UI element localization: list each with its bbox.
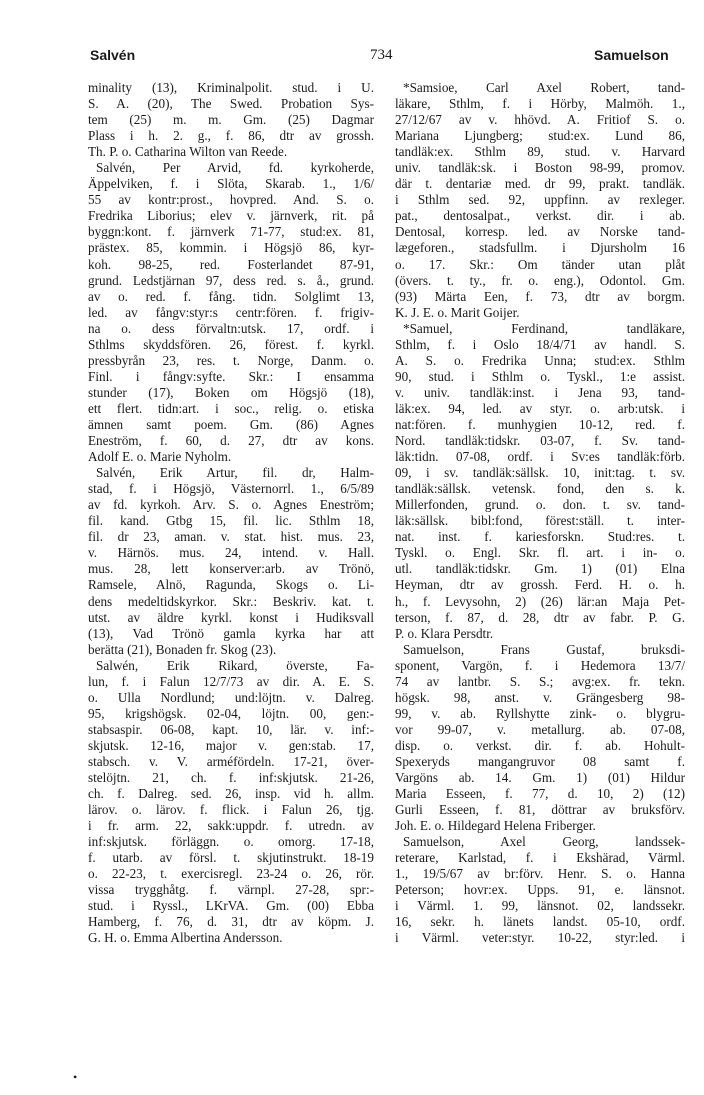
text-line: Ramsele, Alnö, Ragunda, Skogs o. Li- <box>88 577 374 593</box>
text-line: Th. P. o. Catharina Wilton van Reede. <box>88 144 288 160</box>
text-line: univ. tandläk:sk. i Boston 98-99, promov. <box>395 160 685 176</box>
text-line: Adolf E. o. Marie Nyholm. <box>88 449 232 465</box>
text-line: läkare, Sthlm, f. i Hörby, Malmöh. 1., <box>395 96 685 112</box>
text-line: Vargöns ab. 14. Gm. 1) (01) Hildur <box>395 770 685 786</box>
text-line: i Värml. 1. 99, länsnot. 02, landssekr. <box>395 898 685 914</box>
text-line: h., f. Levysohn, 2) (26) lär:an Maja Pet- <box>395 593 685 609</box>
text-line: 95, krigshögsk. 02-04, löjtn. 00, gen:- <box>88 705 374 721</box>
text-line: Samuelson, Frans Gustaf, bruksdi- <box>403 641 685 657</box>
text-line: pressbyrån 23, res. t. Norge, Danm. o. <box>88 352 374 368</box>
text-line: o. 17. Skr.: Om tänder utan plåt <box>395 256 685 272</box>
text-line: 09, i sv. tandläk:sällsk. 10, init:tag. t. sv. <box>395 465 685 481</box>
left-column <box>88 80 374 947</box>
text-line: vor 99-07, v. metallurg. ab. 07-08, <box>395 721 685 737</box>
text-line: Samuelson, Axel Georg, landssek- <box>403 834 685 850</box>
text-line: na o. dess förvaltn:utsk. 17, ordf. i <box>88 320 374 336</box>
text-line: Salvén, Per Arvid, fd. kyrkoherde, <box>96 160 374 176</box>
text-line: läk:tidn. 07-08, ordf. i Sv:es tandläk:förb. <box>395 449 685 465</box>
text-line: tandläk:ex. Sthlm 89, stud. v. Harvard <box>395 144 685 160</box>
text-line: f. utarb. av försl. t. skjutinstrukt. 18-19 <box>88 850 374 866</box>
text-line: ch. f. Dalreg. sed. 26, insp. vid h. allm. <box>88 786 374 802</box>
text-line: Millerfonden, grund. o. don. t. sv. tand- <box>395 497 685 513</box>
text-line: P. o. Klara Persdtr. <box>395 625 494 641</box>
text-line: led. av fångv:styr:s centr:fören. f. frigiv- <box>88 304 374 320</box>
text-line: lægeforen., stadsfullm. i Djursholm 16 <box>395 240 685 256</box>
text-line: Hamberg, f. 76, d. 31, dtr av köpm. J. <box>88 914 374 930</box>
text-line: stunder (17), Boken om Högsjö (18), <box>88 384 374 400</box>
text-line: lun, f. i Falun 12/7/73 av dir. A. E. S. <box>88 673 374 689</box>
text-line: där t. dentariæ med. dr 99, prakt. tandläk. <box>395 176 685 192</box>
text-line: tem (25) m. m. Gm. (25) Dagmar <box>88 112 374 128</box>
margin-bullet: • <box>73 1070 78 1084</box>
text-line: mus. 28, lett konserver:arb. av Trönö, <box>88 561 374 577</box>
text-line: läk:sällsk. bibl:fond, förest:ställ. t. inter- <box>395 513 685 529</box>
text-line: berätta (21), Bonaden fr. Skog (23). <box>88 641 277 657</box>
text-line: tandläk:sällsk. vetensk. fond, den s. k. <box>395 481 685 497</box>
text-line: Fredrika Liborius; elev v. järnverk, rit. på <box>88 208 374 224</box>
text-line: vissa trygghåtg. f. värnpl. 27-28, spr:- <box>88 882 374 898</box>
text-line: fil. dr 23, aman. v. stat. hist. mus. 23, <box>88 529 374 545</box>
text-line: stad, f. i Högsjö, Västernorrl. 1., 6/5/89 <box>88 481 374 497</box>
text-line: skjutsk. 12-16, major v. gen:stab. 17, <box>88 737 374 753</box>
text-line: Heyman, dtr av grossh. Ferd. H. o. h. <box>395 577 685 593</box>
text-line: Salvén, Erik Artur, fil. dr, Halm- <box>96 465 374 481</box>
text-line: dens medeltidskyrkor. Skr.: Beskriv. kat. t. <box>88 593 374 609</box>
text-line: *Samsioe, Carl Axel Robert, tand- <box>403 80 685 95</box>
text-line: Spexeryds mangangruvor 08 samt f. <box>395 753 685 769</box>
text-line: grund. Ledstjärnan 97, dess red. s. å., grund. <box>88 272 374 288</box>
text-line: Äppelviken, f. i Slöta, Skarab. 1., 1/6/ <box>88 176 374 192</box>
page-number: 734 <box>370 47 393 63</box>
text-line: v. univ. tandläk:inst. i Jena 93, tand- <box>395 384 685 400</box>
text-line: (övers. t. ty., fr. o. eng.), Odontol. Gm. <box>395 272 685 288</box>
text-line: nat:fören. f. munhygien 10-12, red. f. <box>395 416 685 432</box>
text-line: Sthlm, f. i Oslo 18/4/71 av handl. S. <box>395 336 685 352</box>
text-line: i Värml. veter:styr. 10-22, styr:led. i <box>395 930 685 946</box>
text-line: o. 22-23, t. exercisregl. 23-24 o. 26, rör. <box>88 866 374 882</box>
text-line: A. S. o. Fredrika Unna; stud:ex. Sthlm <box>395 352 685 368</box>
text-line: Plass i h. 2. g., f. 86, dtr av grossh. <box>88 128 374 144</box>
text-line: av fd. kyrkoh. Arv. S. o. Agnes Eneström; <box>88 497 374 513</box>
text-line: i Sthlm sed. 92, uppfinn. av rexleger. <box>395 192 685 208</box>
text-line: Joh. E. o. Hildegard Helena Friberger. <box>395 818 596 834</box>
text-line: (13), Vad Trönö gamla kyrka har att <box>88 625 374 641</box>
text-line: Nord. tandläk:tidskr. 03-07, f. Sv. tand- <box>395 433 685 449</box>
text-line: terson, f. 87, d. 28, dtr av fabr. P. G. <box>395 609 685 625</box>
text-line: Sthlms skyddsfören. 26, förest. f. kyrkl. <box>88 336 374 352</box>
text-line: Salwén, Erik Rikard, överste, Fa- <box>96 657 374 673</box>
text-line: *Samuel, Ferdinand, tandläkare, <box>403 320 685 336</box>
text-line: Eneström, f. 60, d. 27, dtr av kons. <box>88 433 374 449</box>
text-line: i fr. arm. 22, sakk:uppdr. f. utredn. av <box>88 818 374 834</box>
text-line: utst. av äldre kyrkl. konst i Hudiksvall <box>88 609 374 625</box>
text-line: stelöjtn. 21, ch. f. inf:skjutsk. 21-26, <box>88 770 374 786</box>
text-line: stud. i Ryssl., LKrVA. Gm. (00) Ebba <box>88 898 374 914</box>
text-line: K. J. E. o. Marit Goijer. <box>395 304 520 320</box>
text-line: G. H. o. Emma Albertina Andersson. <box>88 930 283 946</box>
text-line: Maria Esseen, f. 77, d. 10, 2) (12) <box>395 786 685 802</box>
text-line: koh. 98-25, red. Fosterlandet 87-91, <box>88 256 374 272</box>
right-column <box>395 80 685 947</box>
text-line: ämnen samt poem. Gm. (86) Agnes <box>88 416 374 432</box>
text-line: 27/12/67 av v. hhövd. A. Fritiof S. o. <box>395 112 685 128</box>
text-line: stabsaspir. 06-08, kapt. 10, lär. v. inf:- <box>88 721 374 737</box>
text-line: nat. inst. f. kariesforskn. Stud:res. t. <box>395 529 685 545</box>
text-line: 1., 19/5/67 av br:förv. Henr. S. o. Hanna <box>395 866 685 882</box>
text-line: Gurli Esseen, f. 81, döttrar av bruksförv. <box>395 802 685 818</box>
text-line: prästex. 85, kommin. i Högsjö 86, kyr- <box>88 240 374 256</box>
text-line: sponent, Vargön, f. i Hedemora 13/7/ <box>395 657 685 673</box>
text-line: inf:skjutsk. förläggn. o. omorg. 17-18, <box>88 834 374 850</box>
text-line: 74 av lantbr. S. S.; avg:ex. fr. tekn. <box>395 673 685 689</box>
running-head-right: Samuelson <box>594 47 669 63</box>
text-line: byggn:kont. f. järnverk 71-77, stud:ex. 81, <box>88 224 374 240</box>
text-line: 99, v. ab. Ryllshytte zink- o. blygru- <box>395 705 685 721</box>
text-line: Finl. i fångv:syfte. Skr.: I ensamma <box>88 368 374 384</box>
text-line: pat., dentosalpat., verkst. dir. i ab. <box>395 208 685 224</box>
text-line: 16, sekr. h. länets landst. 05-10, ordf. <box>395 914 685 930</box>
text-line: fil. kand. Gtbg 15, fil. lic. Sthlm 18, <box>88 513 374 529</box>
text-line: minality (13), Kriminalpolit. stud. i U. <box>88 80 374 95</box>
text-line: Tyskl. o. Engl. Skr. fl. art. i in- o. <box>395 545 685 561</box>
text-line: Mariana Ljungberg; stud:ex. Lund 86, <box>395 128 685 144</box>
text-line: 90, stud. i Sthlm o. Tyskl., 1:e assist. <box>395 368 685 384</box>
text-line: S. A. (20), The Swed. Probation Sys- <box>88 96 374 112</box>
text-line: Peterson; hovr:ex. Upps. 91, e. länsnot. <box>395 882 685 898</box>
text-line: stabsch. v. V. arméfördeln. 17-21, över- <box>88 753 374 769</box>
running-head-left: Salvén <box>90 47 136 63</box>
text-line: disp. o. verkst. dir. f. ab. Hohult- <box>395 737 685 753</box>
text-line: lärov. o. lärov. f. flick. i Falun 26, tjg. <box>88 802 374 818</box>
text-line: 55 av kontr:prost., hovpred. And. S. o. <box>88 192 374 208</box>
text-line: av o. red. f. fång. tidn. Solglimt 13, <box>88 288 374 304</box>
text-line: högsk. 98, anst. v. Grängesberg 98- <box>395 689 685 705</box>
text-line: ett flert. tidn:art. i soc., relig. o. etiska <box>88 400 374 416</box>
text-line: (93) Märta Een, f. 73, dtr av borgm. <box>395 288 685 304</box>
text-line: utl. tandläk:tidskr. Gm. 1) (01) Elna <box>395 561 685 577</box>
text-line: läk:ex. 94, led. av styr. o. arb:utsk. i <box>395 400 685 416</box>
text-line: v. Härnös. mus. 24, intend. v. Hall. <box>88 545 374 561</box>
text-line: reterare, Karlstad, f. i Ekshärad, Värml. <box>395 850 685 866</box>
text-line: o. Ulla Nordlund; und:löjtn. v. Dalreg. <box>88 689 374 705</box>
text-line: Dentosal, korresp. led. av Norske tand- <box>395 224 685 240</box>
